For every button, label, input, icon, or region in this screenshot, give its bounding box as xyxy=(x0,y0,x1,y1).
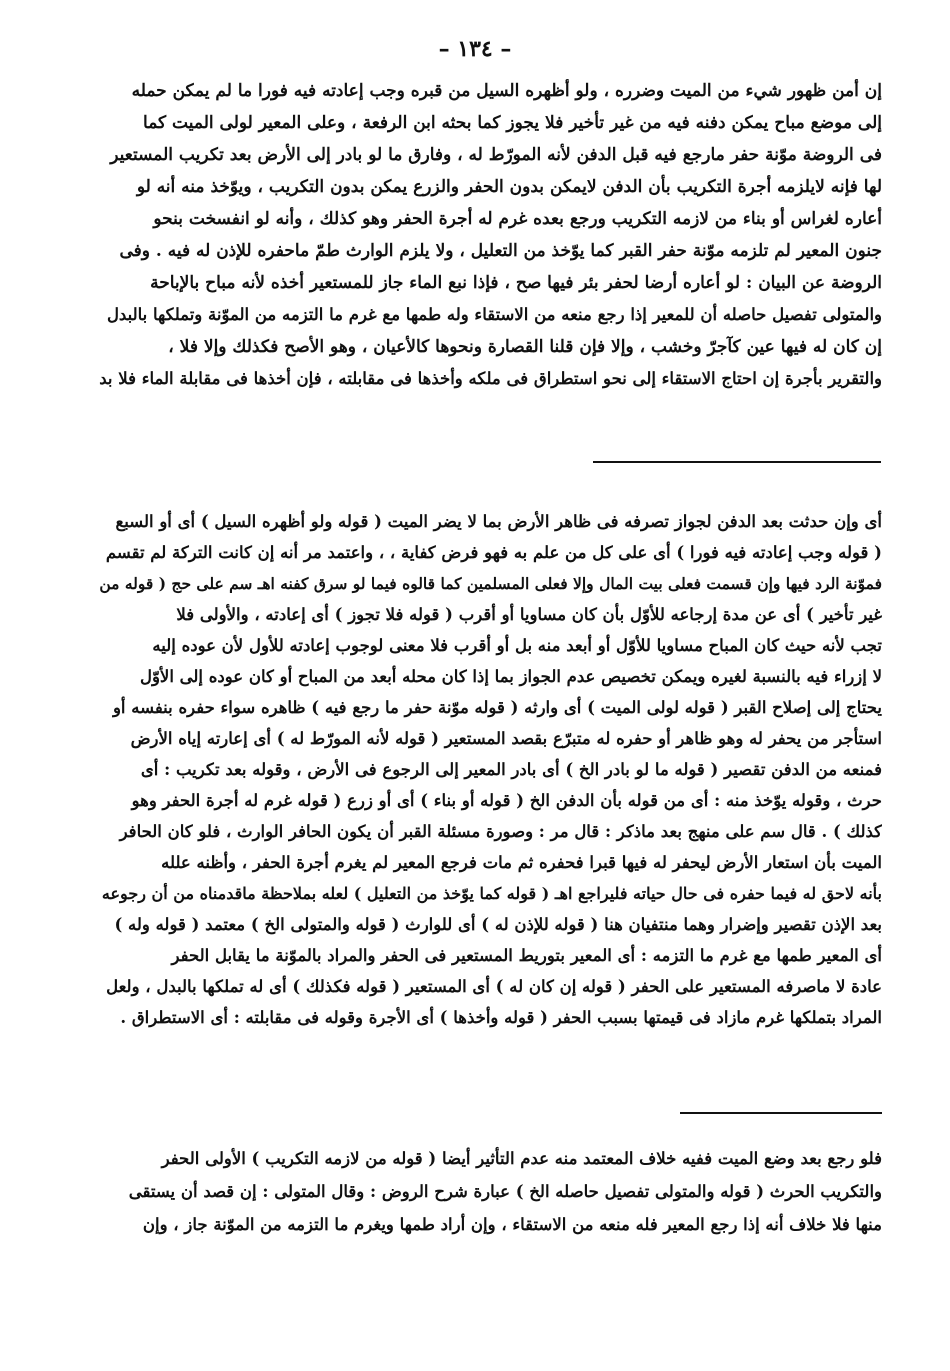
main-text-line: أعاره لغراس أو بناء من لازمه التكريب ورجع بعده غرم له أجرة الحفر وهو كذلك ، وأنه لو انفسخت بنحو xyxy=(153,209,882,229)
main-text-line: والمتولى تفصيل حاصله أن للمعير إذا رجع منعه من الاستقاء وله طمها مع غرم ما التزمه من الموّنة وتملكها بالبدل xyxy=(106,305,882,324)
main-text-line: فى الروضة موّنة حفر مارجع فيه قبل الدفن لأنه المورّط له ، وفارق ما لو بادر إلى الأرض بعد تكريب المستعير xyxy=(110,145,882,165)
main-text-line: لها فإنه لايلزمه أجرة التكريب بأن الدفن لايمكن بدون الحفر والزرع يمكن بدون التكريب ، ويوّخذ منه أنه لو xyxy=(136,177,882,197)
main-text-line: والتقرير بأجرة إن احتاج الاستقاء إلى نحو استطراق فى ملكه وأخذها فى مقابلته ، فإن أخذها فى مقابلة الماء فلا بد xyxy=(99,369,882,388)
page-number: – ١٣٤ – xyxy=(438,36,512,62)
commentary-line: حرث ، وقوله يوّخذ منه : أى من قوله بأن الدفن الخ ( قوله أو بناء ) أى أو زرع ( قوله غرم له أجرة الحفر وهو xyxy=(131,791,882,810)
continuation-text xyxy=(90,1142,882,1241)
commentary-line: الميت بأن استعار الأرض ليحفر له فيها قبرا فحفره ثم مات فرجع المعير لم يغرم أجرة الحفر ، وأظنه علله xyxy=(161,853,882,872)
commentary-line: فمنعه من الدفن تقصير ( قوله ما لو بادر الخ ) أى بادر المعير إلى الرجوع فى الأرض ، وقوله بعد تكريب : أى xyxy=(140,760,882,779)
commentary-line: تجب لأنه حيث كان المباح مساويا للأوّل أو أبعد منه بل أو أقرب فلا معنى لوجوب إعادته للأول لأن عوده إليه xyxy=(152,636,882,655)
commentary-line: يحتاج إلى إصلاح القبر ( قوله لولى الميت ) أى وارثه ( قوله موّنة حفر ما رجع فيه ) ظاهره سواء حفره بنفسه أو xyxy=(112,698,882,717)
commentary-line: أى المعير طمها مع غرم ما التزمه : أى المعير بتوريط المستعير فى الحفر والمراد بالموّنة ما يقابل الحفر xyxy=(171,946,882,965)
commentary-line: المراد بتملكها غرم مازاد فى قيمتها بسبب الحفر ( قوله وأخذها ) أى الأجرة وقوله فى مقابلته : أى الاستطراق . xyxy=(120,1008,882,1027)
main-text xyxy=(90,75,882,395)
section-divider xyxy=(593,461,881,463)
section-divider xyxy=(680,1112,882,1114)
commentary-line: بأنه لاحق له فيما حفره فى حال حياته فليراجع اهـ ( قوله كما يوّخذ من التعليل ) لعله بملاحظة ماقدمناه من أن رجوعه xyxy=(101,884,882,903)
commentary-line: فموّنة الرد فيها وإن قسمت فعلى بيت المال وإلا فعلى المسلمين كما قالوه فيما لو سرق كفنه اهـ سم على حج ( قوله من xyxy=(99,574,882,593)
commentary-line: أى وإن حدثت بعد الدفن لجواز تصرفه فى ظاهر الأرض بما لا يضر الميت ( قوله ولو أظهره السيل ) أى أو السبع xyxy=(115,512,882,531)
commentary-line: غير تأخير ) أى عن مدة إرجاعه للأوّل بأن كان مساويا أو أقرب ( قوله فلا تجوز ) أى إعادته ، والأولى فلا xyxy=(176,605,882,624)
commentary-line: بعد الإذن تقصير وإضرار وهما منتفيان هنا ( قوله للإذن له ) أى للوارث ( قوله والمتولى الخ ) معتمد ( قوله وله ) xyxy=(114,915,882,934)
commentary-line: استأجر من يحفر له وهو ظاهر أو حفره له متبرّع بقصد المستعير ( قوله لأنه المورّط له ) أى إعارته إياه الأرض xyxy=(130,729,882,748)
main-text-line: إلى موضع مباح يمكن دفنه فيه من غير تأخير فلا يجوز كما بحثه ابن الرفعة ، وعلى المعير لولى الميت كما xyxy=(143,113,882,133)
continuation-line: والتكريب الحرث ( قوله والمتولى تفصيل حاصله الخ ) عبارة شرح الروض : وقال المتولى : إن قصد أن يستقى xyxy=(128,1182,882,1201)
commentary-line: لا إزراء فيه بالنسبة لغيره ويمكن تخصيص عدم الجواز بما إذا كان محله أبعد من المباح أو كان عوده إلى الأوّل xyxy=(139,667,882,686)
main-text-line: إن أمن ظهور شيء من الميت وضرره ، ولو أظهره السيل من قبره وجب إعادته فيه فورا ما لم يمكن حمله xyxy=(131,81,882,101)
commentary-line: عادة لا ماصرفه المستعير على الحفر ( قوله إن كان له ) أى المستعير ( قوله فكذلك ) أى له تملكها بالبدل ، ولعل xyxy=(106,977,882,996)
main-text-line: إن كان له فيها عين كآجرّ وخشب ، وإلا فإن قلنا القصارة ونحوها كالأعيان ، وهو الأصح فكذلك وإلا فلا ، xyxy=(168,337,882,357)
commentary-line: كذلك ) . قال سم على منهج بعد ماذكر : قال مر : وصورة مسئلة القبر أن يكون الحافر الوارث ، فلو كان الحافر xyxy=(119,822,882,841)
main-text-line: جنون المعير لم تلزمه موّنة حفر القبر كما يوّخذ من التعليل ، ولا يلزم الوارث طمّ ماحفره للإذن له فيه . وفى xyxy=(119,241,882,261)
main-text-line: الروضة عن البيان : لو أعاره أرضا لحفر بئر فيها صح ، فإذا نبع الماء جاز للمستعير أخذه لأنه مباح بالإباحة xyxy=(150,273,882,293)
continuation-line: فلو رجع بعد وضع الميت ففيه خلاف المعتمد منه عدم التأثير أيضا ( قوله من لازمه التكريب ) الأولى الحفر xyxy=(161,1149,882,1168)
continuation-line: منها فلا خلاف أنه إذا رجع المعير فله منعه من الاستقاء ، وإن أراد طمها ويغرم ما التزمه من الموّنة جاز ، وإن xyxy=(142,1215,882,1234)
commentary-line: ( قوله وجب إعادته فيه فورا ) أى على كل من علم به فهو فرض كفاية ، ، واعتمد مر أنه إن كانت التركة لم تقسم xyxy=(105,543,882,562)
commentary-text xyxy=(90,506,882,1033)
